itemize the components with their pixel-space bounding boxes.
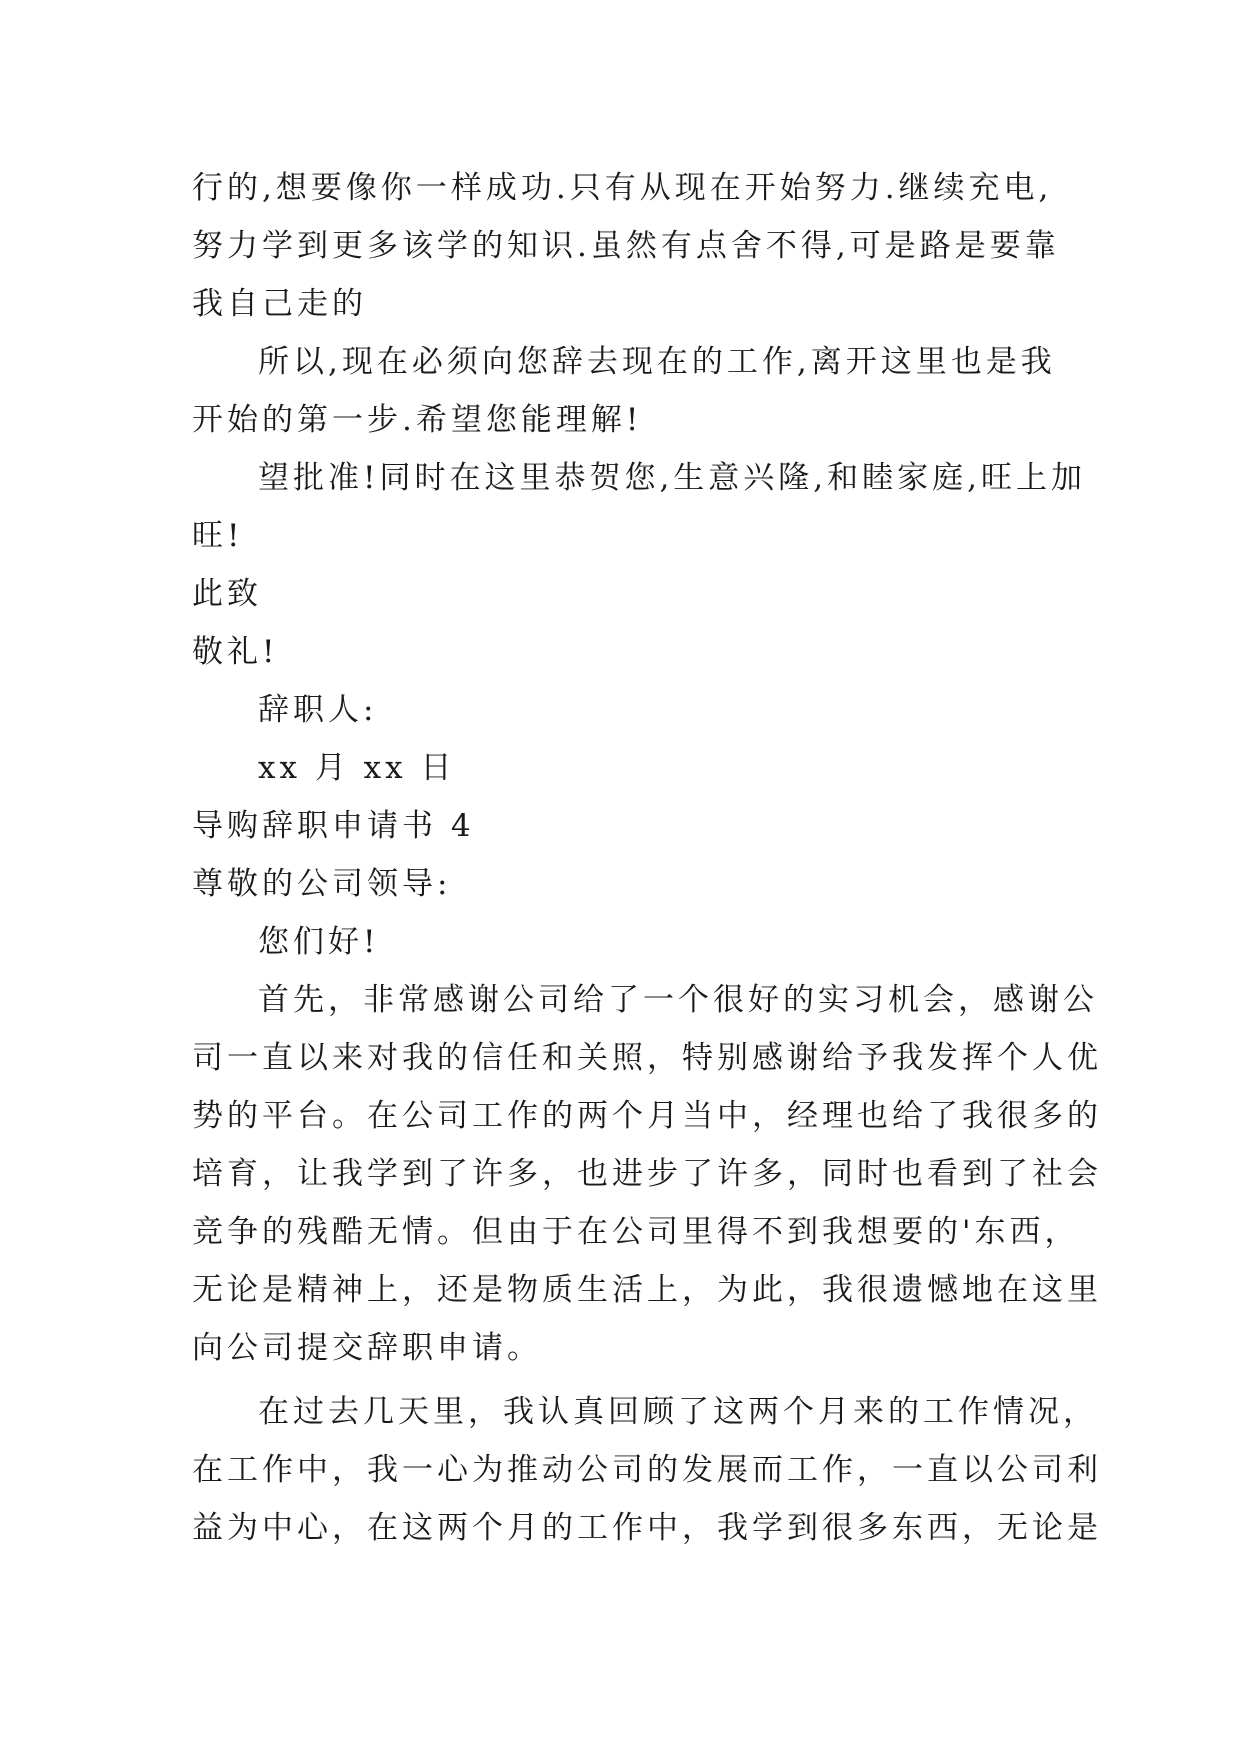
closing-regards: 敬礼!	[192, 634, 279, 670]
text-line: 向公司提交辞职申请。	[192, 1330, 542, 1366]
text-line: 无论是精神上，还是物质生活上，为此，我很遗憾地在这里	[192, 1272, 1102, 1308]
text-line: 培育，让我学到了许多，也进步了许多，同时也看到了社会	[192, 1156, 1102, 1192]
text-line: 望批准!同时在这里恭贺您,生意兴隆,和睦家庭,旺上加	[258, 460, 1087, 496]
text-line: 旺!	[192, 518, 244, 554]
text-line: 势的平台。在公司工作的两个月当中，经理也给了我很多的	[192, 1098, 1102, 1134]
text-line: 在工作中，我一心为推动公司的发展而工作，一直以公司利	[192, 1452, 1102, 1488]
text-line: 益为中心，在这两个月的工作中，我学到很多东西，无论是	[192, 1510, 1102, 1546]
text-line: 开始的第一步.希望您能理解!	[192, 402, 643, 438]
text-line: 努力学到更多该学的知识.虽然有点舍不得,可是路是要靠	[192, 228, 1060, 264]
text-line: 在过去几天里，我认真回顾了这两个月来的工作情况，	[258, 1394, 1098, 1430]
section-title: 导购辞职申请书 4	[192, 808, 475, 844]
text-line: 首先，非常感谢公司给了一个很好的实习机会，感谢公	[258, 982, 1098, 1018]
text-line: 司一直以来对我的信任和关照，特别感谢给予我发挥个人优	[192, 1040, 1102, 1076]
date-line: xx 月 xx 日	[258, 750, 456, 786]
closing-salutation: 此致	[192, 576, 262, 612]
text-line: 行的,想要像你一样成功.只有从现在开始努力.继续充电,	[192, 170, 1053, 206]
text-line: 竞争的残酷无情。但由于在公司里得不到我想要的'东西，	[192, 1214, 1080, 1250]
signature-label: 辞职人:	[258, 692, 378, 728]
text-line: 所以,现在必须向您辞去现在的工作,离开这里也是我	[258, 344, 1056, 380]
text-line: 我自己走的	[192, 286, 367, 322]
greeting: 您们好!	[258, 924, 380, 960]
greeting-recipient: 尊敬的公司领导:	[192, 866, 452, 902]
